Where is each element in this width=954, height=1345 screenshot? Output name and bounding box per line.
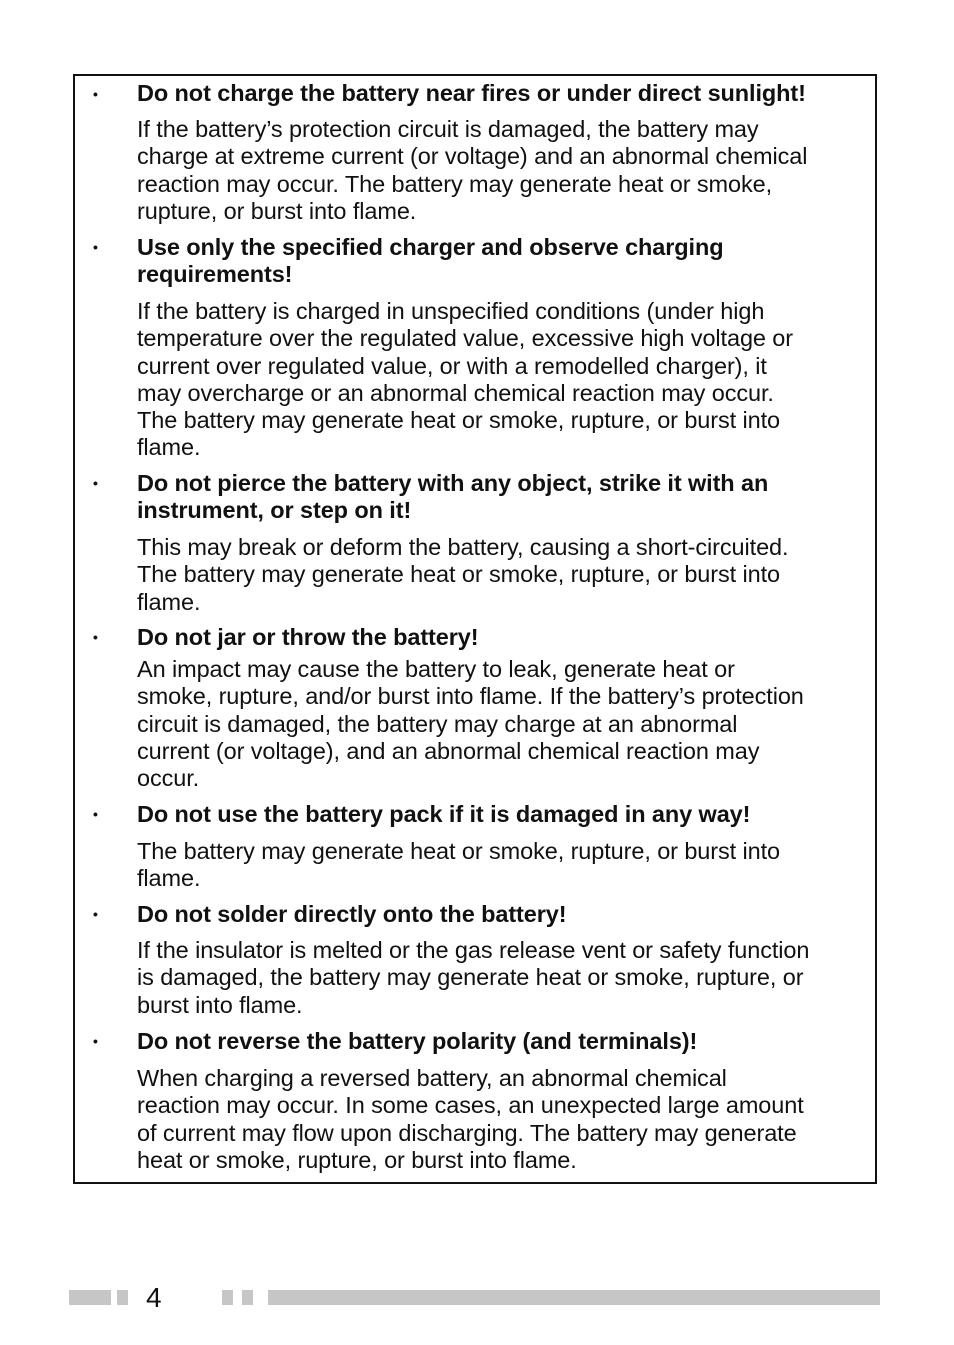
- warning-body: An impact may cause the battery to leak, generate heat or smoke, rupture, and/or burst into flame. If the battery’s protection circuit is damaged, the battery may charge at an abnormal current (or voltage), and an abnormal chemical reaction may occur.: [137, 656, 804, 792]
- footer-bar-square: [117, 1290, 128, 1305]
- warning-body: This may break or deform the battery, causing a short-circuited. The battery may generate heat or smoke, rupture, or burst into flame.: [137, 534, 789, 615]
- footer-bar-right: [268, 1290, 880, 1305]
- bullet-icon: •: [93, 86, 98, 102]
- bullet-icon: •: [93, 239, 98, 255]
- bullet-icon: •: [93, 475, 98, 491]
- footer-bar-left: [69, 1290, 111, 1305]
- warning-title: Do not use the battery pack if it is damaged in any way!: [137, 801, 751, 827]
- warning-body: The battery may generate heat or smoke, rupture, or burst into flame.: [137, 838, 780, 892]
- warning-body: If the insulator is melted or the gas release vent or safety function is damaged, the battery may generate heat or smoke, rupture, or burst into flame.: [137, 937, 810, 1018]
- bullet-icon: •: [93, 906, 98, 922]
- warning-title: Do not jar or throw the battery!: [137, 624, 479, 650]
- warning-title: Use only the specified charger and observe charging requirements!: [137, 234, 724, 288]
- warning-title: Do not solder directly onto the battery!: [137, 901, 567, 927]
- warning-body: When charging a reversed battery, an abnormal chemical reaction may occur. In some cases, an unexpected large amount of current may flow upon discharging. The battery may generate heat or smoke, rupture, or burst into flame.: [137, 1065, 804, 1173]
- bullet-icon: •: [93, 1033, 98, 1049]
- footer-bar-square: [222, 1290, 233, 1305]
- bullet-icon: •: [93, 806, 98, 822]
- warning-title: Do not reverse the battery polarity (and terminals)!: [137, 1028, 698, 1054]
- page-number: 4: [146, 1282, 162, 1313]
- warning-body: If the battery’s protection circuit is damaged, the battery may charge at extreme current (or voltage) and an abnormal chemical reaction may occur. The battery may generate heat or smoke, rupture, or burst into flame.: [137, 116, 808, 224]
- warning-title: Do not charge the battery near fires or under direct sunlight!: [137, 80, 806, 106]
- warning-title: Do not pierce the battery with any object, strike it with an instrument, or step on it!: [137, 470, 769, 524]
- warning-body: If the battery is charged in unspecified conditions (under high temperature over the regulated value, excessive high voltage or current over regulated value, or with a remodelled charger), it may overcharge or an abnormal chemical reaction may occur. The battery may generate heat or smoke, rupture, or burst into flame.: [137, 298, 794, 461]
- footer-bar-square: [242, 1290, 253, 1305]
- bullet-icon: •: [93, 629, 98, 645]
- page-footer: [0, 1280, 954, 1320]
- warning-box: [73, 74, 877, 1184]
